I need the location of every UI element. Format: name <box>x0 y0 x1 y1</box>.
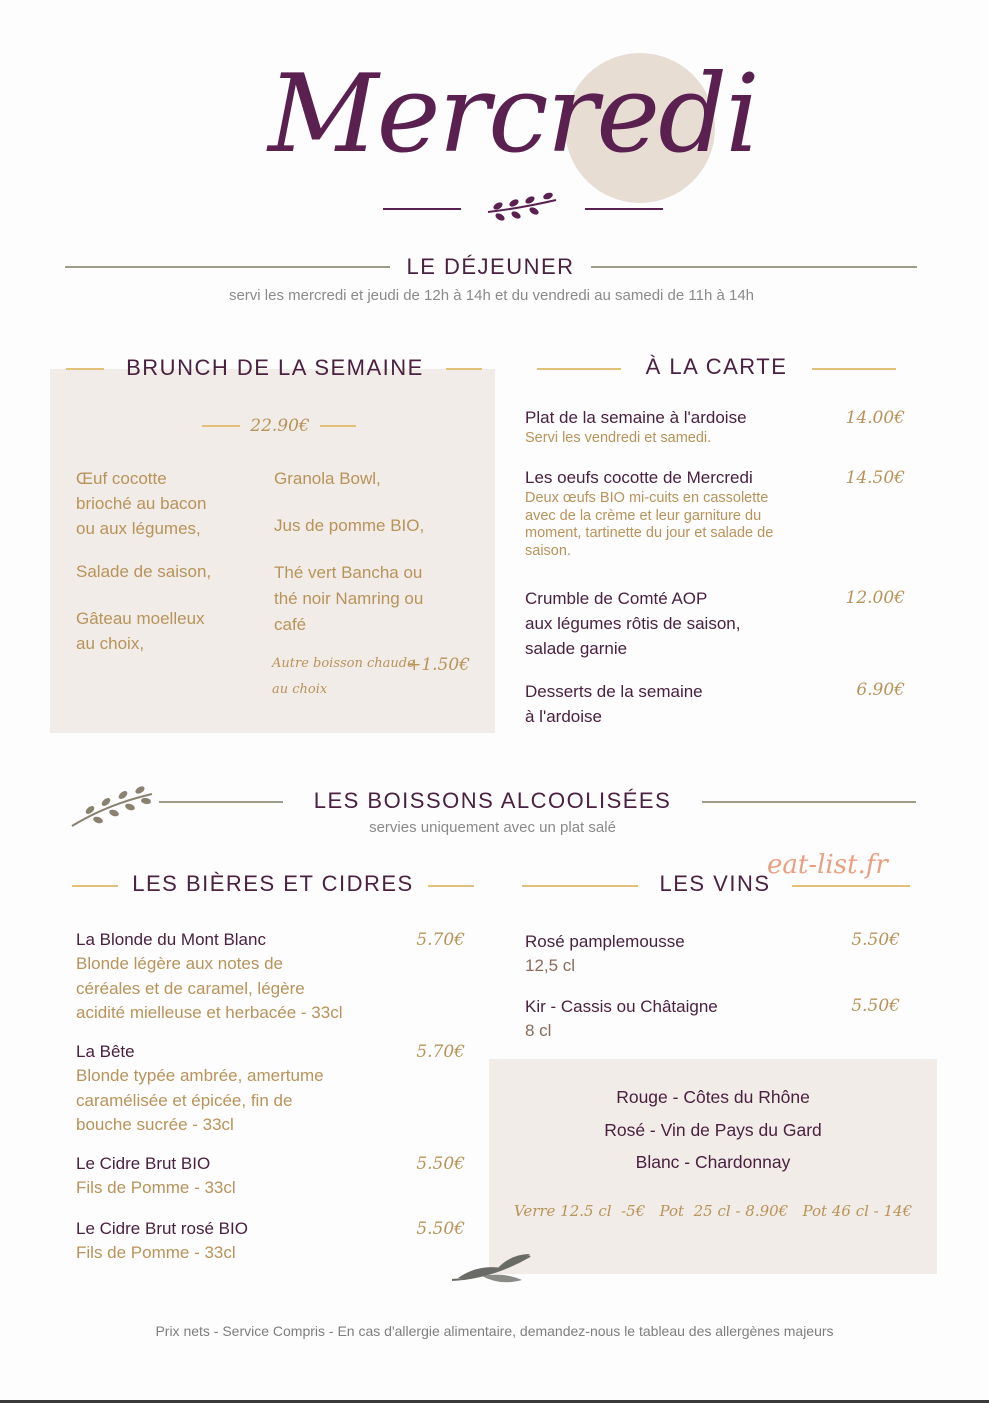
carte-item <box>525 466 845 560</box>
bieres-title: LES BIÈRES ET CIDRES <box>132 871 414 896</box>
vin-price: 5.50€ <box>851 996 900 1016</box>
brunch-item: ou aux légumes, <box>76 519 201 538</box>
bieres-rule-left <box>72 885 118 887</box>
brunch-item: brioché au bacon <box>76 494 207 513</box>
brunch-item: Salade de saison, <box>76 562 212 581</box>
watermark: eat-list.fr <box>767 850 888 880</box>
brunch-extra-label-1: Autre boisson chaude <box>272 656 415 671</box>
wine-line: Rouge - Côtes du Rhône <box>616 1087 810 1107</box>
brunch-title: BRUNCH DE LA SEMAINE <box>126 355 424 380</box>
alcool-subtitle: servies uniquement avec un plat salé <box>369 819 616 836</box>
biere-name: Le Cidre Brut BIO <box>76 1154 211 1173</box>
brunch-item: Granola Bowl, <box>274 469 381 488</box>
biere-item: Le Cidre Brut BIO Fils de Pomme - 33cl <box>76 1152 406 1201</box>
vin-name: Kir - Cassis ou Châtaigne <box>525 997 718 1016</box>
vin-price: 5.50€ <box>851 930 900 950</box>
brunch-item: Jus de pomme BIO, <box>274 516 425 535</box>
dejeuner-subtitle: servi les mercredi et jeudi de 12h à 14h et du vendredi au samedi de 11h à 14h <box>228 287 755 304</box>
carte-title: À LA CARTE <box>645 354 788 379</box>
footer-note: Prix nets - Service Compris - En cas d'allergie alimentaire, demandez-nous le tableau des allergènes majeurs <box>155 1323 834 1339</box>
carte-item: Desserts de la semaine à l'ardoise <box>525 682 703 726</box>
biere-name: La Bête <box>76 1042 135 1061</box>
carte-item <box>525 406 845 448</box>
bieres-rule-right <box>428 885 474 887</box>
carte-item-price: 12.00€ <box>845 588 905 608</box>
alcool-rule-left <box>159 801 283 803</box>
biere-name: La Blonde du Mont Blanc <box>76 930 266 949</box>
vin-item: Kir - Cassis ou Châtaigne 8 cl <box>525 995 825 1043</box>
title-rule-left <box>383 208 461 210</box>
dejeuner-rule-right <box>591 266 917 268</box>
alcool-rule-right <box>702 801 916 803</box>
carte-item-price: 6.90€ <box>856 680 905 700</box>
leaf-icon <box>448 1250 534 1290</box>
biere-price: 5.50€ <box>416 1219 465 1239</box>
carte-item-desc: Deux œufs BIO mi-cuits en cassolette avec de la crème et leur garniture du moment, tartinette du jour et salade de saison. <box>525 490 774 559</box>
brunch-item: Œuf cocotte <box>76 469 167 488</box>
title-rule-right <box>585 208 663 210</box>
carte-item-name: Plat de la semaine à l'ardoise <box>525 408 747 427</box>
dejeuner-rule-left <box>65 266 390 268</box>
biere-price: 5.70€ <box>416 930 465 950</box>
brunch-col2 <box>274 466 484 638</box>
brunch-col1 <box>76 466 256 656</box>
brunch-price-rule-left <box>202 425 240 427</box>
brunch-item: Thé vert Bancha ou <box>274 563 423 582</box>
carte-item-desc: Servi les vendredi et samedi. <box>525 430 712 446</box>
biere-item: La Bête Blonde typée ambrée, amertume caramélisée et épicée, fin de bouche sucrée - 33cl <box>76 1040 406 1138</box>
vin-name: Rosé pamplemousse <box>525 932 685 951</box>
vins-rule-left <box>522 885 638 887</box>
dejeuner-title: LE DÉJEUNER <box>406 254 575 279</box>
carte-rule-right <box>812 368 896 370</box>
brunch-price: 22.90€ <box>250 416 310 436</box>
wine-line: Blanc - Chardonnay <box>635 1152 791 1172</box>
brunch-rule-right <box>446 368 482 370</box>
brunch-extra-label-2: au choix <box>272 682 328 697</box>
brunch-item: café <box>274 615 307 634</box>
carte-item-price: 14.50€ <box>845 468 905 488</box>
wine-line: Rosé - Vin de Pays du Gard <box>604 1119 822 1140</box>
brunch-item: Gâteau moelleux <box>76 609 205 628</box>
carte-item: Crumble de Comté AOP aux légumes rôtis de saison, salade garnie <box>525 589 741 658</box>
biere-name: Le Cidre Brut rosé BIO <box>76 1219 248 1238</box>
carte-item-name: Les oeufs cocotte de Mercredi <box>525 468 753 487</box>
carte-rule-left <box>537 368 621 370</box>
brunch-price-rule-right <box>320 425 356 427</box>
vins-title: LES VINS <box>659 871 771 896</box>
biere-item: Le Cidre Brut rosé BIO Fils de Pomme - 33cl <box>76 1217 406 1266</box>
page-title: Mercredi <box>268 52 758 177</box>
wine-box-list <box>489 1081 937 1179</box>
biere-item: La Blonde du Mont Blanc Blonde légère aux notes de céréales et de caramel, légère acidité mielleuse et herbacée - 33cl <box>76 928 406 1026</box>
vins-rule-right <box>792 885 910 887</box>
alcool-title: LES BOISSONS ALCOOLISÉES <box>313 788 672 813</box>
branch-icon <box>68 780 156 832</box>
vin-item: Rosé pamplemousse 12,5 cl <box>525 930 825 978</box>
brunch-item: thé noir Namring ou <box>274 589 424 608</box>
brunch-rule-left <box>66 368 104 370</box>
brunch-extra-price: +1.50€ <box>407 655 470 675</box>
carte-item-price: 14.00€ <box>845 408 905 428</box>
brunch-item: au choix, <box>76 634 145 653</box>
biere-price: 5.50€ <box>416 1154 465 1174</box>
leaf-branch-icon <box>482 190 562 226</box>
wine-box-prices: Verre 12.5 cl -5€ Pot 25 cl - 8.90€ Pot 46 cl - 14€ <box>513 1202 913 1220</box>
biere-price: 5.70€ <box>416 1042 465 1062</box>
